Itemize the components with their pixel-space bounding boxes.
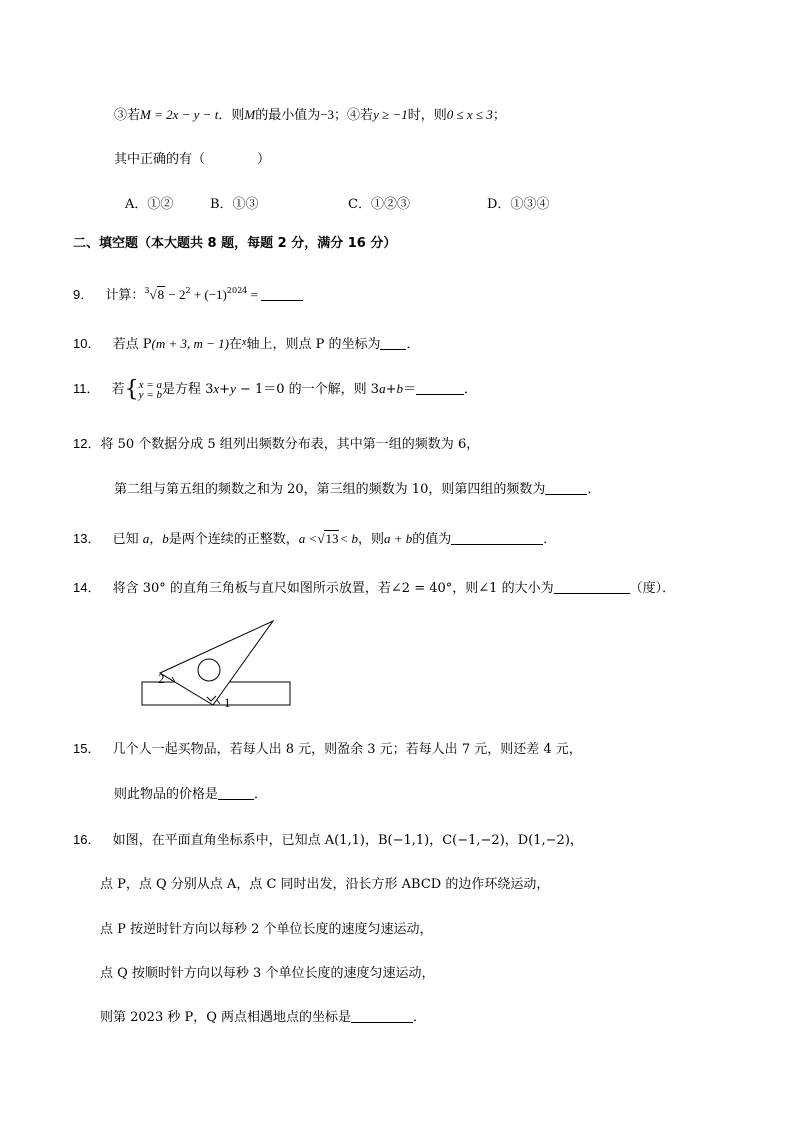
angle-1-arc <box>217 700 220 704</box>
q11-system: x = a y = b <box>138 378 162 401</box>
angle-1-label: 1 <box>224 695 231 710</box>
q8-option-a: A．①② <box>125 197 174 212</box>
q14-triangle-ruler-figure <box>140 615 300 710</box>
question-16-line-5: 则第 2023 秒 P，Q 两点相遇地点的坐标是 ． <box>100 1010 427 1025</box>
q8-prompt: 其中正确的有（ ） <box>114 152 271 167</box>
question-15-line-2: 则此物品的价格是 ． <box>114 787 268 802</box>
q16-answer-blank[interactable] <box>351 1010 413 1023</box>
q14-answer-blank[interactable] <box>554 581 630 594</box>
q12-answer-blank[interactable] <box>545 482 587 495</box>
angle-2-label: 2 <box>158 671 165 686</box>
question-15-line-1: 15． 几个人一起买物品，若每人出 8 元，则盈余 3 元；若每人出 7 元，则还差 4 元， <box>73 741 582 757</box>
q8-statement-3-4: ③若M = 2x − y − t．则M的最小值为−3；④若y ≥ −1时，则0 ≤ x ≤ 3； <box>114 107 506 123</box>
question-10: 10． 若点 P(m + 3, m − 1)在$^x$轴上，则点 P 的坐标为 ． <box>73 336 420 352</box>
question-11: 11． 若{x = a y = b是方程 3x+y − 1＝0 的一个解，则 3a+b＝ ． <box>73 377 478 402</box>
q13-answer-blank[interactable] <box>451 532 543 545</box>
q10-answer-blank[interactable] <box>380 337 406 350</box>
section-2-heading: 二、填空题（本大题共 8 题，每题 2 分，满分 16 分） <box>73 236 397 251</box>
q8-option-b: B．①③ <box>210 197 259 212</box>
q11-answer-blank[interactable] <box>416 382 464 395</box>
question-14: 14． 将含 30° 的直角三角板与直尺如图所示放置，若∠2 = 40°，则∠1 的大小为 （度）． <box>73 580 676 596</box>
question-9: 9． 计算：$^3√8 - 2^2 + (-1)^{2024}$ = <box>73 284 303 303</box>
question-16-line-4: 点 Q 按顺时针方向以每秒 3 个单位长度的速度匀速运动， <box>100 966 435 981</box>
q8-option-c: C．①②③ <box>348 197 410 212</box>
set-square-triangle <box>160 621 273 705</box>
q15-answer-blank[interactable] <box>218 787 254 800</box>
q8-option-d: D．①③④ <box>487 197 550 212</box>
q9-answer-blank[interactable] <box>261 288 303 301</box>
question-12-line-2: 第二组与第五组的频数之和为 20，第三组的频数为 10，则第四组的频数为 ． <box>114 482 601 497</box>
question-16-line-2: 点 P，点 Q 分别从点 A，点 C 同时出发，沿长方形 ABCD 的边作环绕运动， <box>100 877 550 892</box>
question-16-line-3: 点 P 按逆时针方向以每秒 2 个单位长度的速度匀速运动， <box>100 922 433 937</box>
question-16-line-1: 16． 如图，在平面直角坐标系中，已知点 A(1,1)，B(−1,1)，C(−1,−2)，D(1,−2)， <box>73 832 583 848</box>
question-12-line-1: 12．将 50 个数据分成 5 组列出频数分布表，其中第一组的频数为 6， <box>73 436 480 452</box>
question-13: 13． 已知 a，b是两个连续的正整数，a <√13< b，则a + b的值为 ． <box>73 531 557 547</box>
